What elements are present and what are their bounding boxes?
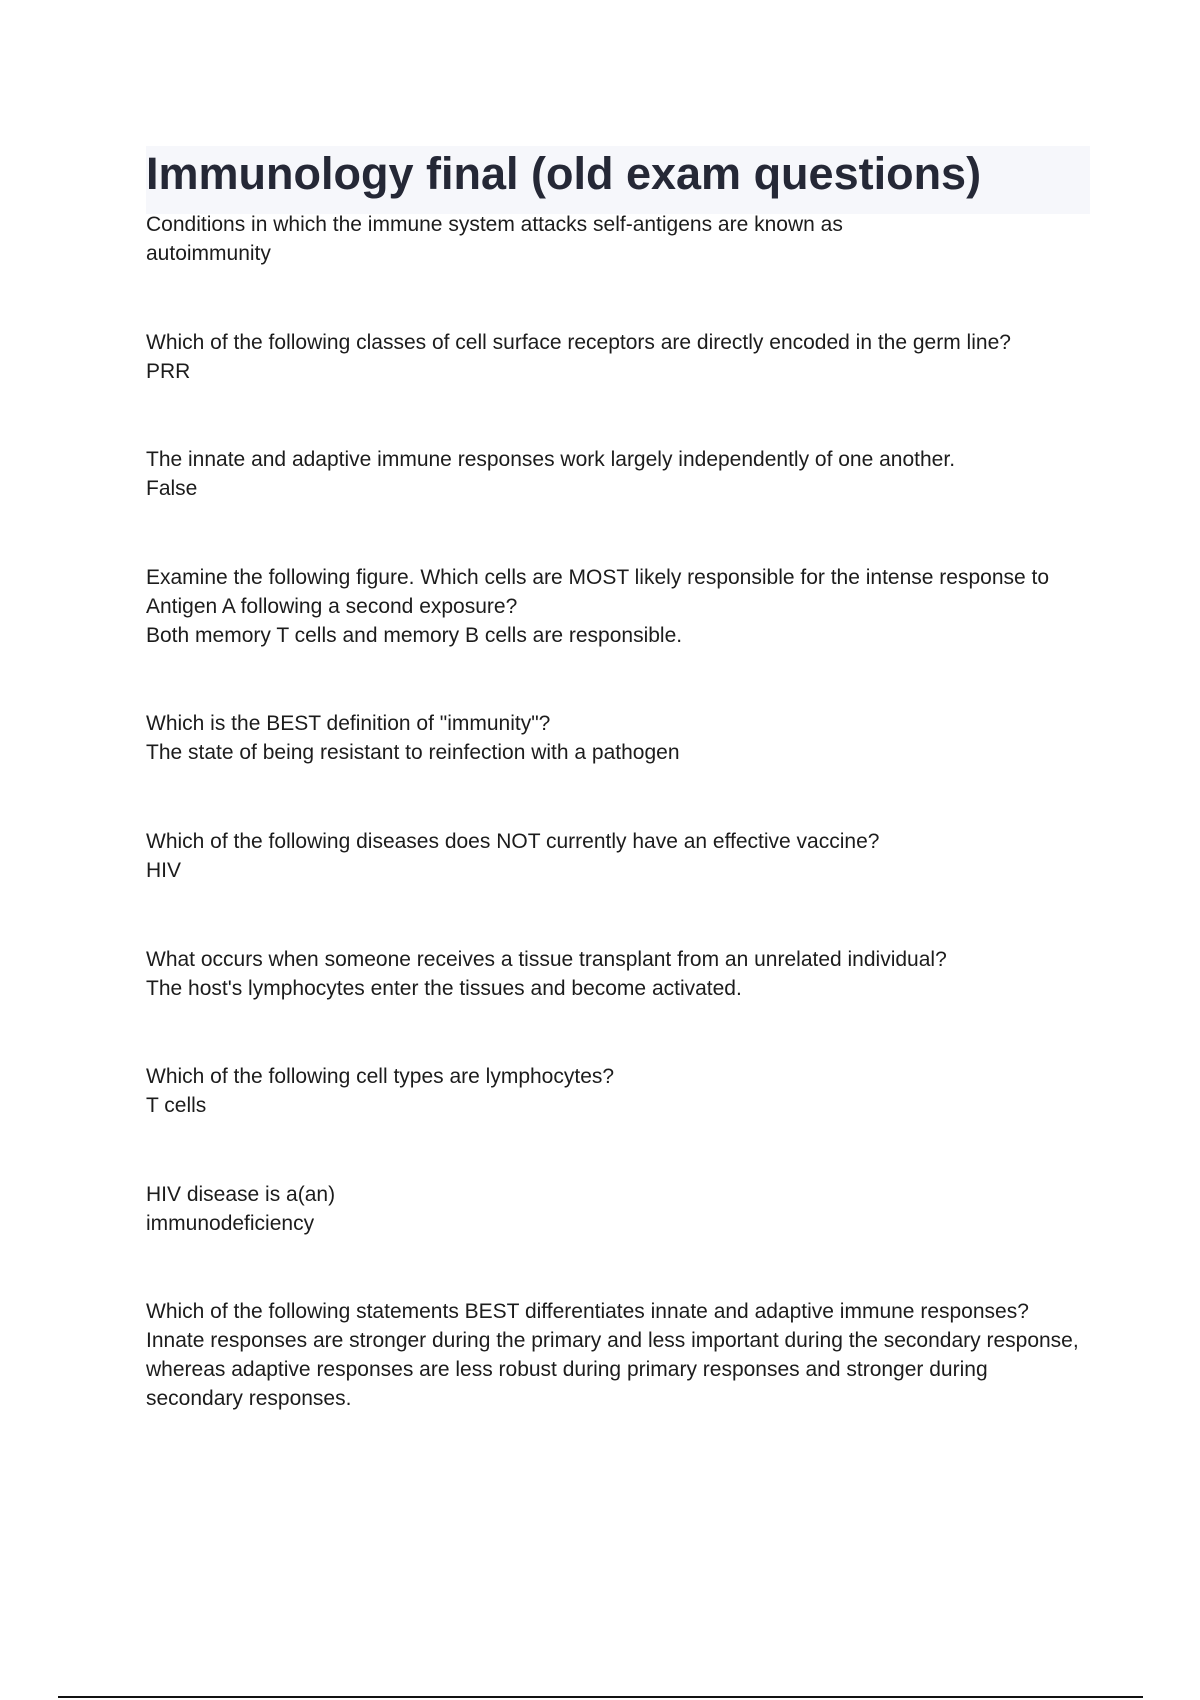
qa-item-9 — [146, 1180, 1090, 1238]
qa-item-10 — [146, 1297, 1090, 1413]
answer-text: PRR — [146, 360, 191, 383]
qa-item-8 — [146, 1062, 1090, 1120]
question-text: Which is the BEST definition of "immunity"? — [146, 712, 551, 735]
question-text: Which of the following statements BEST differentiates innate and adaptive immune responses? — [146, 1300, 1029, 1323]
question-text: Which of the following classes of cell surface receptors are directly encoded in the germ line? — [146, 331, 1011, 354]
answer-text: autoimmunity — [146, 242, 271, 265]
question-text: HIV disease is a(an) — [146, 1183, 336, 1206]
page-title: Immunology final (old exam questions) — [146, 148, 982, 199]
question-text: Examine the following figure. Which cells are MOST likely responsible for the intense response to Antigen A following a second exposure? — [146, 566, 1050, 618]
answer-text: HIV — [146, 859, 182, 882]
question-text: What occurs when someone receives a tissue transplant from an unrelated individual? — [146, 948, 947, 971]
question-text: Which of the following cell types are lymphocytes? — [146, 1065, 615, 1088]
question-text: Which of the following diseases does NOT currently have an effective vaccine? — [146, 830, 880, 853]
answer-text: The host's lymphocytes enter the tissues and become activated. — [146, 977, 742, 1000]
answer-text: Innate responses are stronger during the primary and less important during the secondary response, whereas adaptive responses are less robust during primary responses and stronger during secondary responses. — [146, 1329, 1079, 1410]
qa-item-4 — [146, 563, 1090, 650]
qa-item-7 — [146, 945, 1090, 1003]
answer-text: T cells — [146, 1094, 207, 1117]
footer-divider — [58, 1696, 1143, 1698]
qa-item-2 — [146, 328, 1090, 386]
qa-item-1 — [146, 210, 1090, 268]
answer-text: immunodeficiency — [146, 1212, 315, 1235]
qa-item-6 — [146, 827, 1090, 885]
question-text: The innate and adaptive immune responses work largely independently of one another. — [146, 448, 956, 471]
answer-text: Both memory T cells and memory B cells are responsible. — [146, 624, 683, 647]
answer-text: False — [146, 477, 198, 500]
question-text: Conditions in which the immune system attacks self-antigens are known as — [146, 213, 843, 236]
answer-text: The state of being resistant to reinfection with a pathogen — [146, 741, 680, 764]
qa-item-5 — [146, 709, 1090, 767]
qa-item-3 — [146, 445, 1090, 503]
